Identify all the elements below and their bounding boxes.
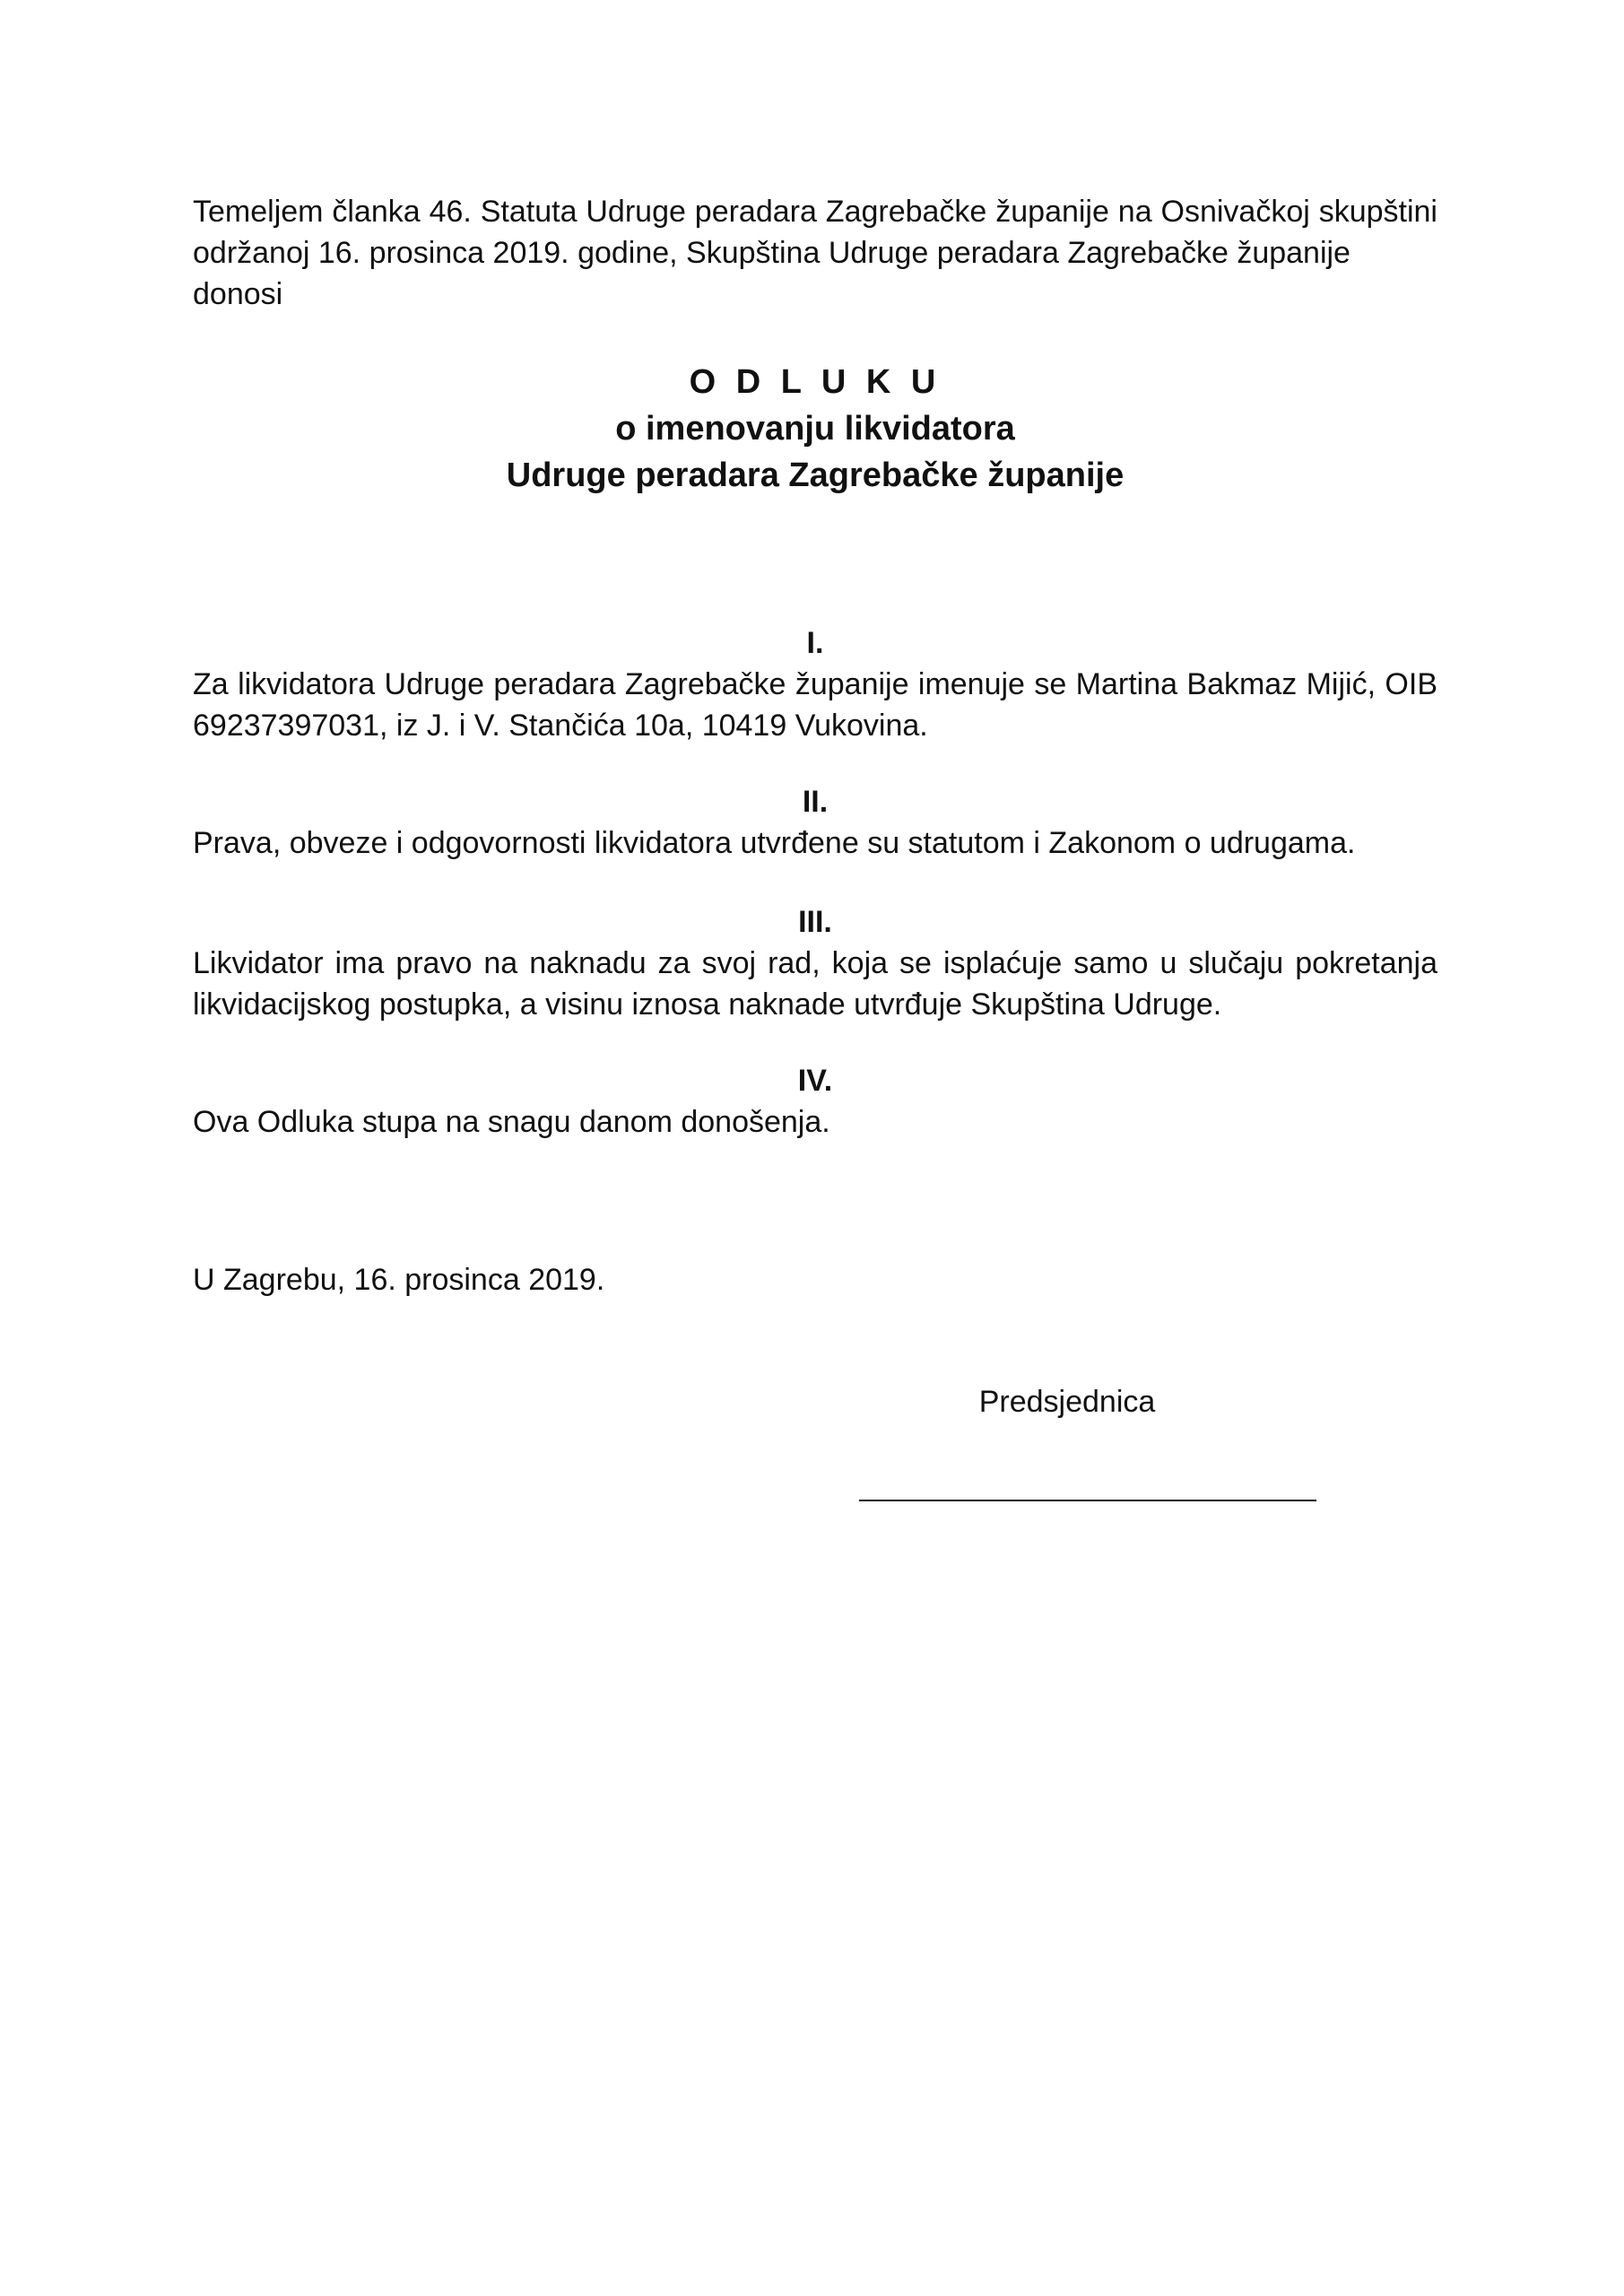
intro-paragraph <box>193 191 1437 315</box>
article-number: II. <box>802 785 829 819</box>
title-subtitle-1: o imenovanju likvidatora <box>615 410 1015 448</box>
article-2 <box>193 781 1437 864</box>
article-text-line-1: Prava, obveze i odgovornosti likvidatora utvrđene su statutom i Zakonom o udrugama. <box>193 826 1356 860</box>
article-1 <box>193 622 1437 746</box>
intro-line-2: održanoj 16. prosinca 2019. godine, Skupština Udruge peradara Zagrebačke županije donosi <box>193 236 1350 311</box>
article-text-line-1: Likvidator ima pravo na naknadu za svoj rad, koja se isplaćuje samo u slučaju pokretanja <box>193 946 1437 980</box>
article-number: I. <box>806 626 824 660</box>
title-subtitle-2: Udruge peradara Zagrebačke županije <box>506 457 1125 494</box>
article-number: III. <box>798 905 832 939</box>
article-number: IV. <box>797 1064 833 1098</box>
decision-title <box>193 359 1437 499</box>
article-3 <box>193 901 1437 1025</box>
signature-line <box>859 1500 1316 1501</box>
title-heading: O D L U K U <box>689 363 942 401</box>
article-text-line-2: 69237397031, iz J. i V. Stančića 10a, 10419 Vukovina. <box>193 709 928 743</box>
article-text-line-1: Ova Odluka stupa na snagu danom donošenja. <box>193 1105 830 1139</box>
signature-title: Predsjednica <box>978 1385 1156 1419</box>
article-4 <box>193 1060 1437 1143</box>
article-text-line-2: likvidacijskog postupka, a visinu iznosa naknade utvrđuje Skupština Udruge. <box>193 987 1222 1022</box>
article-text-line-1: Za likvidatora Udruge peradara Zagrebačke županije imenuje se Martina Bakmaz Mijić, OIB <box>193 667 1437 701</box>
intro-line-1: Temeljem članka 46. Statuta Udruge peradara Zagrebačke županije na Osnivačkoj skupštini <box>193 195 1437 229</box>
place-and-date: U Zagrebu, 16. prosinca 2019. <box>193 1263 605 1297</box>
